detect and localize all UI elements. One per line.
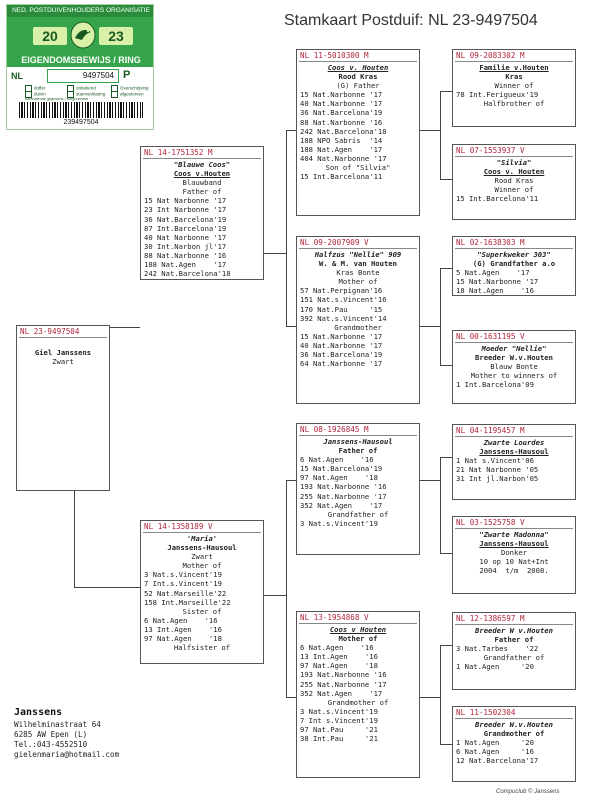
pedigree-line: Moeder "Nellie" [481,344,547,353]
pedigree-line: 36 Nat.Barcelona'19 [144,214,227,224]
pedigree-line: Coos v. Houten [327,63,389,72]
page-title: Stamkaart Postduif: NL 23-9497504 [284,12,538,29]
pedigree-line: 352 Nat.Agen '17 [300,688,383,698]
pedigree-line: 18 Nat.Agen '16 [456,286,534,296]
pedigree-line: 193 Nat.Narbonne '16 [300,670,387,680]
connector-line [286,326,296,327]
owner-city: 6285 AW Epen (L) [14,730,88,739]
pedigree-line: 13 Int.Agen '16 [144,624,222,634]
certificate-subtext: Aanvullende gegevens / Ringnummer [25,97,89,101]
pedigree-line: Giel Janssens [34,348,92,358]
pedigree-box-fmf [452,236,576,296]
pedigree-line: Breeder W.v.Houten [475,720,553,729]
pedigree-box-mmf [452,612,576,690]
pedigree-line: Janssens-Hausoul [479,447,549,457]
pedigree-line: 40 Nat Narbonne '17 [144,232,227,242]
connector-line [440,91,452,92]
pedigree-box-fm [296,236,420,404]
pedigree-line: 15 Nat.Narbonne '17 [300,331,383,341]
pedigree-line: Coos v Houten [329,625,387,634]
certificate-option: onbekend [67,85,96,92]
pedigree-line: 15 Nat.Barcelona'19 [300,464,383,474]
pedigree-line: 30 Int.Narbon jl'17 [144,241,227,251]
pedigree-line: Father of [182,187,222,197]
pedigree-line: Halfsister of [173,643,231,653]
pedigree-line: Mother to winners of [470,371,558,381]
ring-number: NL 11-5010300 M [300,51,369,60]
pedigree-line: "Zwarte Madonna" [479,530,549,539]
pedigree-line: 88 Nat.Narbonne '16 [300,117,383,127]
pedigree-line: Winner of [494,81,534,91]
pedigree-line: 193 Nat.Narbonne '16 [300,482,387,492]
pedigree-line: 31 Int jl.Narbon'05 [456,474,539,484]
pedigree-line: 7 Int.s.Vincent'19 [144,579,222,589]
connector-line [440,645,452,646]
pedigree-box-mother [140,520,264,664]
connector-line [286,130,287,326]
connector-line [420,326,440,327]
connector-line [440,179,452,180]
ring-number: NL 14-1358189 V [144,522,213,531]
pedigree-line: Sister of [182,606,222,616]
pedigree-line: 36 Nat.Barcelona'19 [300,350,383,360]
pedigree-line: Kras Bonte [336,268,380,278]
pedigree-line: 13 Int.Agen '16 [300,652,378,662]
pedigree-line: 12 Nat.Barcelona'17 [456,756,539,766]
pedigree-line: 242 Nat.Barcelona'18 [144,269,231,279]
pedigree-line: "Superkweker 303" [477,250,551,259]
pedigree-line: 38 Int.Pau '21 [300,734,378,744]
owner-name: Janssens [14,707,63,718]
owner-street: Wilhelminastraat 64 [14,720,101,729]
pedigree-line: 15 Int.Barcelona'11 [456,194,539,204]
footer-credit: Compuclub © Janssens [496,789,560,795]
certificate-option: Overschrijving [111,85,149,92]
pedigree-line: 242 Nat.Barcelona'18 [300,126,387,136]
pedigree-line: Coos v. Houten [483,167,545,177]
connector-line [440,744,452,745]
pedigree-line: 3 Nat.s.Vincent'19 [300,706,378,716]
pedigree-line: 78 Int.Ferigueux'19 [456,90,539,100]
connector-line [440,268,441,365]
certificate-barcode-number: 239497504 [63,119,99,126]
pedigree-line: 97 Nat.Agen '18 [300,473,378,483]
connector-line [440,457,452,458]
pedigree-line: 97 Nat.Agen '18 [300,661,378,671]
pedigree-line: Mother of [182,561,222,571]
connector-line [286,697,296,698]
pedigree-line: 6 Nat.Agen '16 [144,615,218,625]
pedigree-line: 6 Nat.Agen '16 [456,747,534,757]
pedigree-line: (G) Grandfather a.o [472,259,556,269]
pedigree-line: 15 Nat.Narbonne '17 [456,277,539,287]
pedigree-line: Breeder W.v.Houten [475,353,553,363]
ring-number: NL 04-1195457 M [456,426,525,435]
pedigree-line: Zwarte Lourdes [483,438,545,447]
pedigree-line: Mother of [338,277,378,287]
connector-line [110,327,140,328]
ring-number: NL 03-1525758 V [456,518,525,527]
pedigree-box-mmm [452,706,576,782]
pedigree-box-fff [452,49,576,127]
ring-number: NL 09-2007909 V [300,238,369,247]
pedigree-line: 1 Nat s.Vincent'06 [456,456,534,466]
connector-line [420,697,440,698]
pedigree-box-mff [452,424,576,500]
connector-line [440,91,441,179]
pedigree-box-mfm [452,516,576,594]
pedigree-line: 404 Nat.Narbonne '17 [300,153,387,163]
pedigree-line: Grandfather of [327,509,389,519]
connector-line [286,130,296,131]
pedigree-box-mf [296,423,420,555]
certificate-year-right: 23 [99,27,133,45]
pedigree-line: W. & M. van Houten [319,259,397,269]
connector-line [286,480,287,697]
certificate-org: NED. POSTDUIVENHOUDERS ORGANISATIE [7,5,154,17]
pedigree-box-mm [296,611,420,778]
pedigree-line: Halfzus "Nellie" 909 [314,250,402,259]
pedigree-line: 15 Nat Narbonne '17 [144,196,227,206]
pedigree-line: Son of "Silvia" [325,163,391,173]
pedigree-box-ff [296,49,420,216]
pedigree-line: Zwart [191,552,213,562]
pedigree-line: Janssens-Hausoul [167,543,237,553]
pedigree-line: 352 Nat.Agen '17 [300,500,383,510]
ring-number: NL 00-1631195 V [456,332,525,341]
pedigree-line: 'Maria' [186,534,218,543]
pedigree-line: 255 Nat.Narbonne '17 [300,679,387,689]
pedigree-line: 57 Nat.Perpignan'16 [300,286,383,296]
pedigree-line: 15 Nat.Narbonne '17 [300,90,383,100]
pedigree-line: "Silvia" [496,158,532,167]
pedigree-line: 188 Nat.Agen '17 [300,144,383,154]
pedigree-line: Rood Kras [338,72,378,82]
owner-block [14,706,204,760]
pedigree-box-subject [16,325,110,491]
pedigree-line: Blauw Bonte [490,362,538,372]
pedigree-line: 88 Nat.Narbonne '16 [144,250,227,260]
pedigree-line: Father of [494,635,534,645]
connector-line [264,595,286,596]
pedigree-line: 255 Nat.Narbonne '17 [300,491,387,501]
pedigree-line: Halfbrother of [483,99,545,109]
pedigree-line: 97 Nat.Pau '21 [300,725,378,735]
pedigree-line: 3 Nat.Tarbes '22 [456,644,539,654]
ring-certificate [6,4,154,130]
pedigree-line: 87 Int.Barcelona'19 [144,223,227,233]
pedigree-line: 5 Nat.Agen '17 [456,268,530,278]
pedigree-line: Donker [501,548,527,558]
pedigree-line: 64 Nat.Narbonne '17 [300,359,383,369]
pedigree-line: Zwart [52,357,74,367]
certificate-option: doffer [25,85,45,92]
connector-line [74,587,140,588]
pedigree-box-ffm [452,144,576,220]
connector-line [440,553,452,554]
pedigree-line: 188 NPO Sabris '14 [300,135,383,145]
certificate-option: afgestorven [111,91,144,98]
pedigree-line: 40 Nat.Narbonne '17 [300,340,383,350]
certificate-p-mark: P [123,69,131,81]
pedigree-line [17,339,109,348]
pedigree-line: 6 Nat.Agen '16 [300,643,374,653]
pigeon-emblem-icon [69,20,97,50]
pedigree-line: 21 Nat Narbonne '05 [456,465,539,475]
ring-number: NL 09-2083302 M [456,51,525,60]
pedigree-line: Janssens-Hausoul [323,437,393,446]
certificate-country: NL [11,71,23,81]
certificate-year-left: 20 [33,27,67,45]
pedigree-line: 40 Nat.Narbonne '17 [300,99,383,109]
ring-number: NL 12-1386597 M [456,614,525,623]
pedigree-line: 151 Nat.s.Vincent'16 [300,295,387,305]
pedigree-line: 158 Int.Marseille'22 [144,597,231,607]
pedigree-line: 6 Nat.Agen '16 [300,455,374,465]
pedigree-line: "Blauwe Coos" [173,160,231,169]
connector-line [440,365,452,366]
ring-number: NL 11-1502304 [456,708,516,717]
pedigree-line: Coos v.Houten [173,169,231,179]
pedigree-box-fmm [452,330,576,404]
pedigree-line: 170 Nat.Pau '15 [300,304,383,314]
owner-email: gielenmaria@hotmail.com [14,750,120,759]
pedigree-line: 23 Int Narbonne '17 [144,205,227,215]
pedigree-line: 188 Nat.Agen '17 [144,260,227,270]
pedigree-line: Blauwband [182,178,222,188]
pedigree-line: 7 Int s.Vincent'19 [300,715,378,725]
pedigree-line: 3 Nat.s.Vincent'19 [144,570,222,580]
pedigree-line: Janssens-Hausoul [479,539,549,549]
barcode-icon [19,102,143,118]
connector-line [264,253,286,254]
pedigree-line: (G) Father [336,81,380,91]
pedigree-line: 52 Nat.Marseille'22 [144,588,227,598]
pedigree-line: 1 Int.Barcelona'09 [456,380,534,390]
pedigree-line: Familie v.Houten [479,63,549,72]
pedigree-line: Grandfather of [483,653,545,663]
connector-line [440,645,441,744]
owner-phone: Tel.:043-4552510 [14,740,88,749]
connector-line [420,130,440,131]
ring-number: NL 14-1751352 M [144,148,213,157]
pedigree-line: Grandmother [334,322,382,332]
pedigree-line: Rood Kras [494,176,534,186]
pedigree-line: 1 Nat.Agen '20 [456,662,534,672]
pedigree-box-father [140,146,264,280]
certificate-option: duivin [25,91,46,98]
pedigree-line: 3 Nat.s.Vincent'19 [300,518,378,528]
pedigree-line: 2004 t/m 2008. [479,566,549,576]
pedigree-line: Winner of [494,185,534,195]
pedigree-line: Kras [505,72,523,82]
connector-line [286,480,296,481]
pedigree-line: Grandmother of [483,729,545,739]
certificate-title: EIGENDOMSBEWIJS / RING [21,55,141,65]
pedigree-line: 97 Nat.Agen '18 [144,634,222,644]
pedigree-line: Father of [338,446,378,456]
pedigree-line: 10 op 10 Nat+Int [479,557,549,567]
connector-line [420,480,440,481]
connector-line [440,457,441,553]
pedigree-line: 392 Nat.s.Vincent'14 [300,313,387,323]
pedigree-line: Grandmother of [327,697,389,707]
pedigree-line: Mother of [338,634,378,644]
ring-number: NL 08-1926845 M [300,425,369,434]
pedigree-line: 15 Int.Barcelona'11 [300,172,383,182]
ring-number: NL 07-1553937 V [456,146,525,155]
pedigree-line: Breeder W v.Houten [475,626,553,635]
ring-number: NL 02-1638303 M [456,238,525,247]
certificate-ring-number: 9497504 [47,69,119,83]
ring-number: NL 13-1954868 V [300,613,369,622]
pedigree-line: 1 Nat.Agen '20 [456,738,534,748]
pedigree-line: 36 Nat.Barcelona'19 [300,108,383,118]
ring-number: NL 23-9497504 [20,327,80,336]
connector-line [440,268,452,269]
certificate-option: stamverklaring [67,91,105,98]
